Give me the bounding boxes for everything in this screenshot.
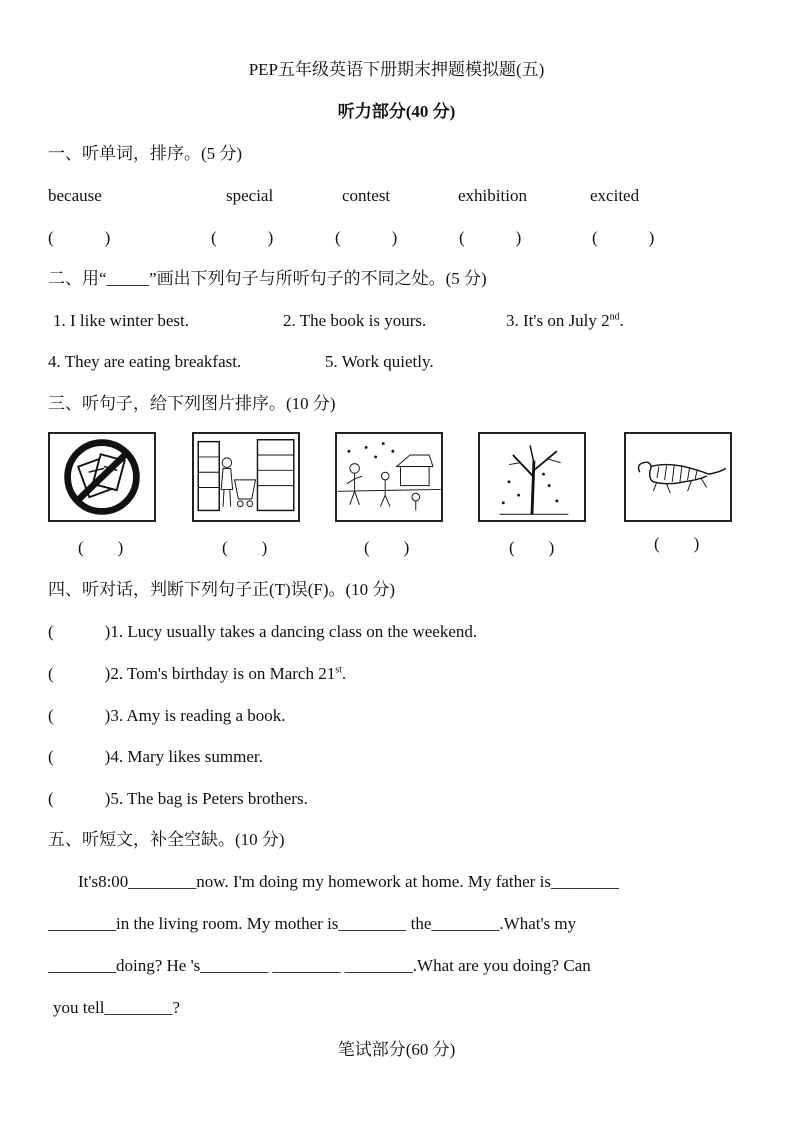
picture-paren-5[interactable]: ( ) [654,534,700,553]
ordinal-suffix: nd [609,311,620,323]
word-1: because [48,186,102,205]
judge-item-5: ( )5. The bag is Peters brothers. [48,789,308,808]
section-4-heading: 四、听对话，判断下列句子正(T)误(F)。(10 分) [48,580,396,599]
answer-paren-1[interactable]: ( ) [48,228,111,247]
word-4: exhibition [458,186,527,205]
listening-heading: 听力部分(40 分) [337,102,456,121]
passage-line-3: ________doing? He 's________ ________ ________.What are you doing? Can [48,956,591,975]
judge-item-3: ( )3. Amy is reading a book. [48,706,286,725]
picture-paren-4[interactable]: ( ) [509,538,555,557]
answer-paren-2[interactable]: ( ) [211,228,274,247]
word-5: excited [590,186,640,205]
judge-item-4: ( )4. Mary likes summer. [48,747,263,766]
sentence-5: 5. Work quietly. [325,352,434,371]
sentence-1: 1. I like winter best. [53,311,189,330]
answer-paren-3[interactable]: ( ) [335,228,398,247]
passage-line-2: ________in the living room. My mother is________ the________.What's my [48,914,577,933]
written-heading: 笔试部分(60 分) [337,1040,456,1059]
page-title: PEP五年级英语下册期末押题模拟题(五) [248,60,545,79]
sentence-4: 4. They are eating breakfast. [48,352,242,371]
passage-line-1: It's8:00________now. I'm doing my homework at home. My father is________ [78,872,619,891]
section-1-heading: 一、听单词，排序。(5 分) [48,144,243,163]
no-homework-picture [48,432,156,522]
snow-play-picture [335,432,443,522]
supermarket-picture [192,432,300,522]
section-5-heading: 五、听短文，补全空缺。(10 分) [48,830,285,849]
judge-item-2: ( )2. Tom's birthday is on March 21st. [48,664,347,683]
section-2-heading: 二、用“_____”画出下列句子与所听句子的不同之处。(5 分) [48,269,487,288]
sentence-3: 3. It's on July 2nd. [506,311,624,330]
tiger-picture [624,432,732,522]
judge-item-1: ( )1. Lucy usually takes a dancing class on the weekend. [48,622,478,641]
answer-paren-5[interactable]: ( ) [592,228,655,247]
ordinal-suffix: st [335,664,342,676]
word-3: contest [342,186,391,205]
picture-paren-3[interactable]: ( ) [364,538,410,557]
section-3-heading: 三、听句子，给下列图片排序。(10 分) [48,394,336,413]
picture-paren-2[interactable]: ( ) [222,538,268,557]
autumn-tree-picture [478,432,586,522]
answer-paren-4[interactable]: ( ) [459,228,522,247]
picture-paren-1[interactable]: ( ) [78,538,124,557]
word-2: special [226,186,274,205]
sentence-2: 2. The book is yours. [283,311,427,330]
passage-line-4: you tell________? [53,998,181,1017]
